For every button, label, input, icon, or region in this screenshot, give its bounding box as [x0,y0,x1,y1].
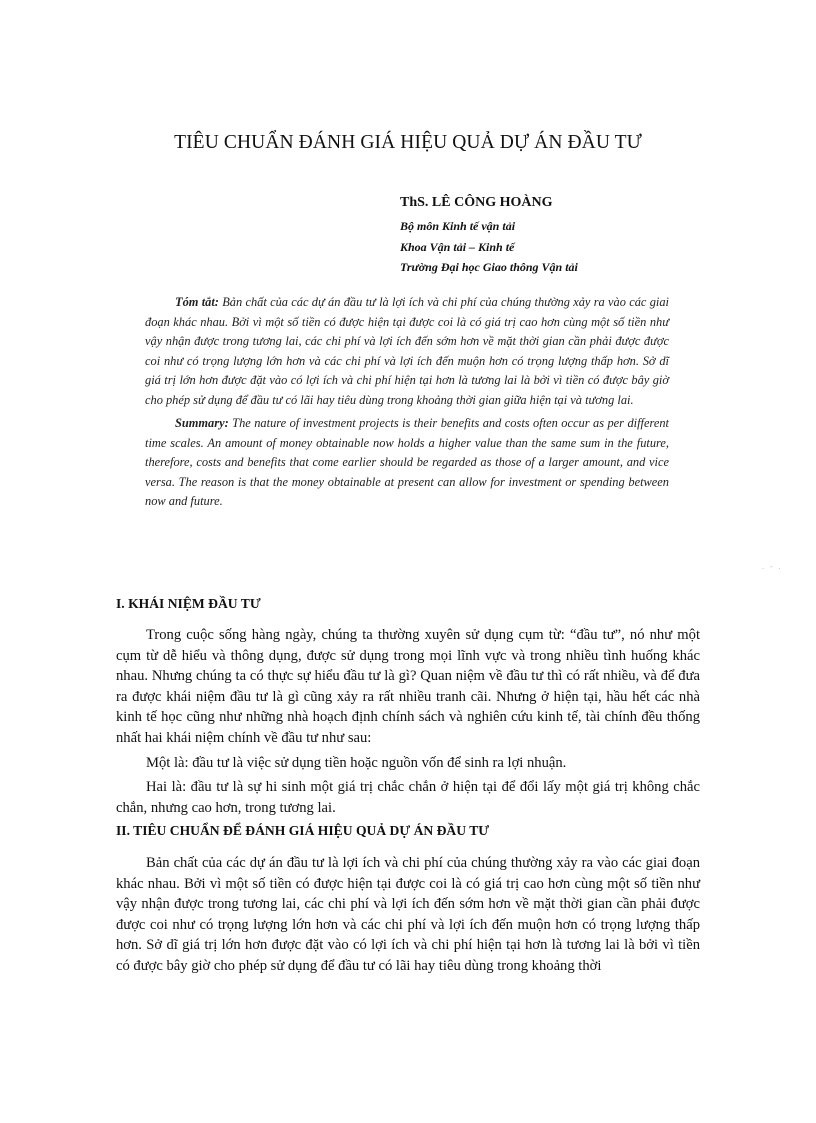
abstract-english [145,414,669,512]
section-2-heading: II. TIÊU CHUẨN ĐỂ ĐÁNH GIÁ HIỆU QUẢ DỰ ÁN ĐẦU TƯ [116,823,490,838]
author-university: Trường Đại học Giao thông Vận tải [400,260,578,274]
section-1-heading: I. KHÁI NIỆM ĐẦU TƯ [116,596,261,611]
abstract-vi-text: Bản chất của các dự án đầu tư là lợi ích và chi phí của chúng thường xảy ra vào các giai đoạn khác nhau. Bởi vì một số tiền có được hiện tại được coi là có giá trị cao hơn cùng một số tiền như vậy nhận được trong tương lai, các chi phí và lợi ích đến sớm hơn về mặt thời gian cần phải được được coi như có trọng lượng lớn hơn và các chi phí và lợi ích đến muộn hơn có trọng lượng thấp hơn. Sở dĩ giá trị lớn hơn được đặt vào có lợi ích và chi phí hiện tại hơn là tương lai là bởi vì tiền có được bây giờ cho phép sử dụng để đầu tư có lãi hay tiêu dùng trong khoảng thời gian giữa hiện tại và tương lai. [145,295,669,407]
abstract-vietnamese [145,293,669,410]
section-concept-of-investment [116,595,700,822]
abstract-en-text: The nature of investment projects is their benefits and costs often occur as per different time scales. An amount of money obtainable now holds a higher value than the same sum in the future, therefore, costs and benefits that come earlier should be regarded as those of a larger amount, and vice versa. The reason is that the money obtainable at present can allow for investment or spending between now and future. [145,416,669,508]
author-faculty: Khoa Vận tải – Kinh tế [400,239,515,254]
abstract-vi-label: Tóm tắt: [175,295,219,309]
abstract-en-label: Summary: [175,416,229,430]
author-block [400,194,780,278]
section-2-body [116,853,700,977]
section-1-body [116,625,700,818]
paragraph: Một là: đầu tư là việc sử dụng tiền hoặc nguồn vốn để sinh ra lợi nhuận. [146,754,567,771]
stray-mark: . - . [762,562,783,571]
page-title: TIÊU CHUẨN ĐÁNH GIÁ HIỆU QUẢ DỰ ÁN ĐẦU TƯ [174,132,642,153]
section-evaluation-criteria [116,822,700,981]
abstract [145,293,669,516]
paragraph: Trong cuộc sống hàng ngày, chúng ta thường xuyên sử dụng cụm từ: “đầu tư”, nó như một cụm từ dễ hiểu và thông dụng, được sử dụng trong mọi lĩnh vực và trong nhiều tình huống khác nhau. Nhưng chúng ta có thực sự hiểu đầu tư là gì? Quan niệm về đầu tư thì có rất nhiều, và để đưa ra được khái niệm đầu tư là gì cũng xảy ra rất nhiều tranh cãi. Nhưng ở hiện tại, hầu hết các nhà kinh tế học cũng như những nhà hoạch định chính sách và nghiên cứu kinh tế, tài chính đều thống nhất hai khái niệm chính về đầu tư như sau: [116,627,700,746]
paragraph: Hai là: đầu tư là sự hi sinh một giá trị chắc chắn ở hiện tại để đổi lấy một giá trị không chắc chắn, nhưng cao hơn, trong tương lai. [116,779,700,816]
author-name: ThS. LÊ CÔNG HOÀNG [400,195,553,210]
paragraph: Bản chất của các dự án đầu tư là lợi ích và chi phí của chúng thường xảy ra vào các giai đoạn khác nhau. Bởi vì một số tiền có được hiện tại được coi là có giá trị cao hơn cùng một số tiền như vậy nhận được trong tương lai, các chi phí và lợi ích đến sớm hơn về mặt thời gian cần phải được được coi như có trọng lượng lớn hơn và các chi phí và lợi ích đến muộn hơn có trọng lượng thấp hơn. Sở dĩ giá trị lớn hơn được đặt vào có lợi ích và chi phí hiện tại hơn là tương lai là bởi vì tiền có được bây giờ cho phép sử dụng để đầu tư có lãi hay tiêu dùng trong khoảng thời [116,855,700,974]
author-department: Bộ môn Kinh tế vận tải [400,219,516,233]
